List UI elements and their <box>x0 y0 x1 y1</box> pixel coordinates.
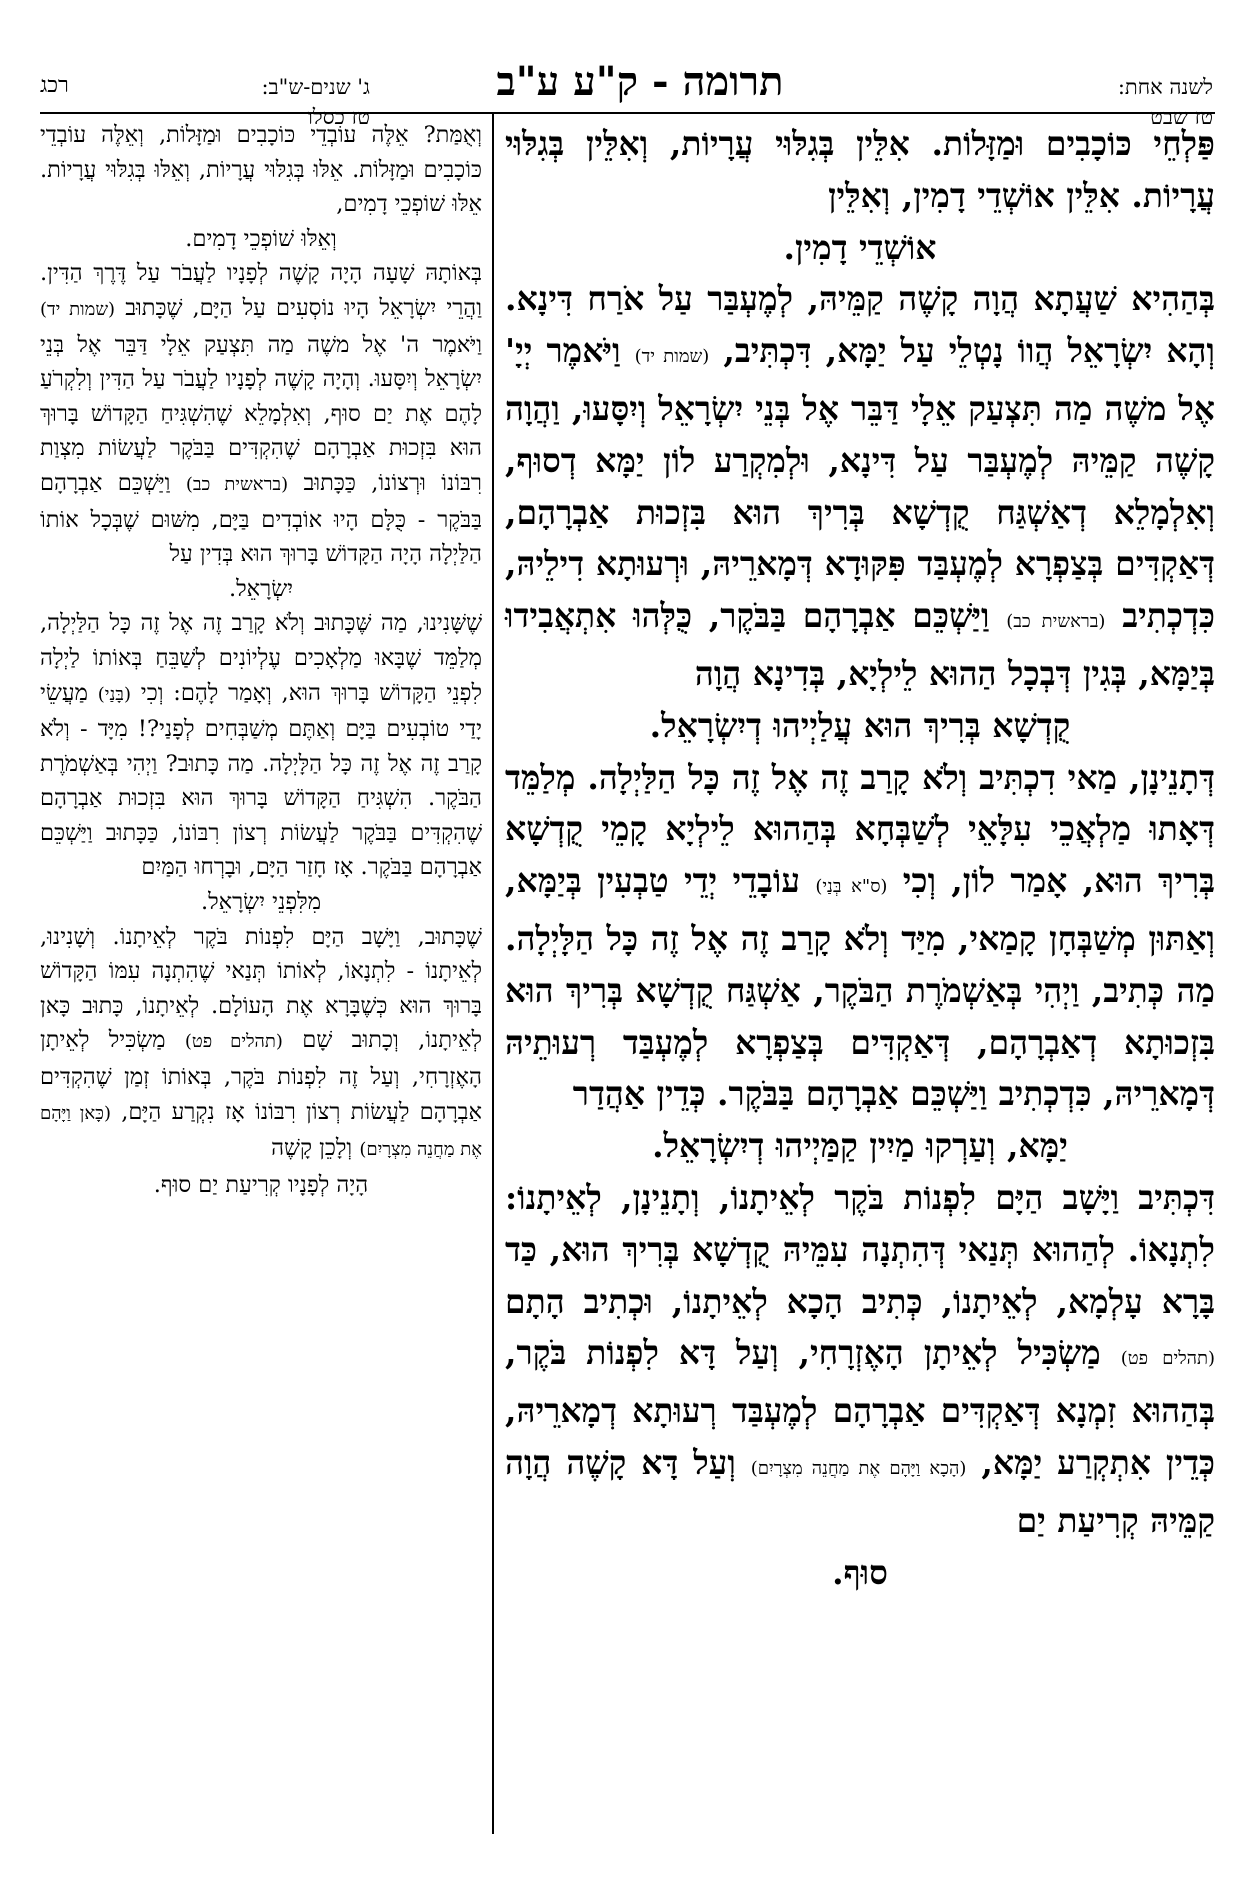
main-text: וַיַּשְׁכֵּם אַבְרָהָם בַּבֹּקֶר, כֻּלְּהוּ אִתְאֲבִידוּ בְּיַמָּא, בְּגִין דְּבְכָל הַהוּא לֵילְיָא, בְּדִינָא הֲוָה <box>505 596 1215 693</box>
side-paragraph-end <box>40 572 482 607</box>
header-cycle-label: ג' שנים-ש"ב: <box>261 75 370 99</box>
page-title: תרומה - ק"ע ע"ב <box>496 58 784 105</box>
side-paragraph <box>40 256 482 571</box>
header-divider <box>40 112 1215 114</box>
side-text: מַעֲשֵׂי יָדַי טוֹבְעִים בַּיָּם וְאַתֶּם מְשַׁבְּחִים לְפָנַי?! מִיָּד - וְלֹא קָרַב זֶה אֶל זֶה כָּל הַלָּיְלָה. מַה כָּתוּב? וַיְהִי בְּאַשְׁמֹרֶת הַבֹּקֶר. הִשְׁגִּיחַ הַקָּדוֹשׁ בָּרוּךְ הוּא בִּזְכוּת אַבְרָהָם שֶׁהִקְדִּים בַּבֹּקֶר לַעֲשׂוֹת רְצוֹן רִבּוֹנוֹ, כַּכָּתוּב וַיַּשְׁכֵּם אַבְרָהָם בַּבֹּקֶר. אָז חָזַר הַיָּם, וּבָרְחוּ הַמַּיִם <box>40 679 482 881</box>
main-paragraph-end <box>505 1547 1215 1599</box>
verse-reference: (הָכָא וַיָּהָם אֶת מַחֲנֵה מִצְרָיִם) <box>750 1457 967 1479</box>
header-cycle-date: טז כסלו <box>307 105 370 129</box>
main-text: עוֹבָדֵי יְדֵי טַבְעִין בְּיַמָּא, וְאַתּוּן מְשַׁבְּחָן קָמַאי, מִיַּד וְלֹא קָרַב זֶה אֶל זֶה כָּל הַלָּיְלָה. מַה כְּתִיב, וַיְהִי בְּאַשְׁמֹרֶת הַבֹּקֶר, אַשְׁגַּח קֻדְשָׁא בְּרִיךְ הוּא בִּזְכוּתָא דְאַבְרָהָם, דְּאַקְדִּים בְּצַפְרָא לְמֶעְבַּד רְעוּתֵיהּ דְּמָארֵיהּ, כִּדְכְתִיב וַיַּשְׁכֵּם אַבְרָהָם בַּבֹּקֶר. כְּדֵין אַהֲדַר <box>505 861 1215 1114</box>
main-text: אוֹשְׁדֵי דָמִין. <box>783 227 937 267</box>
verse-reference: (כָּאן וַיָּהָם אֶת מַחֲנֵה מִצְרָיִם) <box>40 1102 482 1161</box>
verse-reference: (בראשית כב) <box>1006 611 1106 633</box>
side-paragraph-end <box>40 1168 482 1203</box>
verse-reference: (תהלים פט) <box>1120 1348 1215 1370</box>
side-text: מִלִּפְנֵי יִשְׂרָאֵל. <box>200 889 322 916</box>
main-text: פַּלְחֵי כּוֹכָבִים וּמַזָּלוֹת. אִלֵּין בְּגִלּוּי עֲרָיוֹת, וְאִלֵּין בְּגִלּוּי עֲרָיוֹת. אִלֵּין אוֹשְׁדֵי דָמִין, וְאִלֵּין <box>505 124 1215 215</box>
header-schedule-label: לשנה אחת: <box>1117 75 1213 99</box>
main-paragraph-end <box>505 700 1215 752</box>
main-paragraph <box>505 273 1215 699</box>
side-paragraph <box>40 920 482 1168</box>
main-text: יַמָּא, וְעַרְקוּ מַיִין קַמַּיְיהוּ דְיִשְׂרָאֵל. <box>652 1126 1068 1166</box>
main-text: מַשְׂכִּיל לְאֵיתָן הָאֶזְרָחִי, וְעַל דָּא לִפְנוֹת בֹּקֶר, בְּהַהוּא זִמְנָא דְּאַקְדִּים אַבְרָהָם לְמֶעְבַּד רְעוּתָא דְמָארֵיהּ, כְּדֵין אִתְקְרַע יַמָּא, <box>505 1333 1215 1482</box>
side-text: וְאֻמַּת? אֵלֶּה עוֹבְדֵי כּוֹכָבִים וּמַזָּלוֹת, וְאֵלֶּה עוֹבְדֵי כּוֹכָבִים וּמַזָּלוֹת. אֵלּוּ בְּגִלּוּי עֲרָיוֹת, וְאֵלּוּ בְּגִלּוּי עֲרָיוֹת. אֵלּוּ שׁוֹפְכֵי דָמִים, <box>40 122 482 218</box>
main-paragraph-end <box>505 222 1215 274</box>
side-paragraph-end <box>40 885 482 920</box>
side-text: שֶׁשָּׁנִינוּ, מַה שֶּׁכָּתוּב וְלֹא קָרַב זֶה אֶל זֶה כָּל הַלַּיְלָה, מְלַמֵּד שֶׁבָּאוּ מַלְאָכִים עֶלְיוֹנִים לְשַׁבֵּחַ בְּאוֹתוֹ לַיְלָה לִפְנֵי הַקָּדוֹשׁ בָּרוּךְ הוּא, וְאָמַר לָהֶם: וְכִי <box>40 610 482 706</box>
main-text: דְּתָנֵינָן, מַאי דִכְתִּיב וְלֹא קָרַב זֶה אֶל זֶה כָּל הַלַּיְלָה. מְלַמֵּד דְּאָתוּ מַלְאֲכֵי עִלָּאֵי לְשַׁבְּחָא בְּהַהוּא לֵילְיָא קָמֵי קֻדְשָׁא בְּרִיךְ הוּא, אָמַר לוֹן, וְכִי <box>505 757 1216 901</box>
verse-reference: (שמות יד) <box>634 346 710 368</box>
main-paragraph-end <box>505 1120 1215 1172</box>
side-column-hebrew <box>40 118 482 1202</box>
side-text: וְלָכֵן קָשֶׁה <box>271 1135 353 1162</box>
main-text: דִּכְתִּיב וַיָּשָׁב הַיָּם לִפְנוֹת בֹּקֶר לְאֵיתָנוֹ, וְתָנֵינָן, לְאֵיתָנוֹ: לִתְנָאוֹ. לְהַהוּא תְּנַאי דְּהִתְנָה עִמֵּיהּ קֻדְשָׁא בְּרִיךְ הוּא, כַּד בָּרָא עָלְמָא, לְאֵיתָנוֹ, כְּתִיב הָכָא לְאֵיתָנוֹ, וּכְתִיב הָתָם <box>505 1177 1215 1321</box>
verse-reference: (בָּנַי) <box>97 683 131 705</box>
side-text: שֶׁכָּתוּב, וַיָּשָׁב הַיָּם לִפְנוֹת בֹּקֶר לְאֵיתָנוֹ. וְשָׁנִינוּ, לְאֵיתָנוֹ - לִתְנָאוֹ, לְאוֹתוֹ תְּנַאי שֶׁהִתְנָה עִמּוֹ הַקָּדוֹשׁ בָּרוּךְ הוּא כְּשֶׁבָּרָא אֶת הָעוֹלָם. לְאֵיתָנוֹ, כָּתוּב כָּאן לְאֵיתָנוֹ, וְכָתוּב שָׁם <box>40 923 483 1054</box>
side-text: בְּאוֹתָהּ שָׁעָה הָיָה קָשֶׁה לְפָנָיו לַעֲבֹר עַל דֶּרֶךְ הַדִּין. וַהֲרֵי יִשְׂרָאֵל הָיוּ נוֹסְעִים עַל הַיָּם, שֶׁכָּתוּב <box>40 260 482 321</box>
side-text: יִשְׂרָאֵל. <box>228 575 294 602</box>
main-text: קֻדְשָׁא בְּרִיךְ הוּא עֲלַיְיהוּ דְיִשְׂרָאֵל. <box>649 705 1071 745</box>
side-text: וַיַּשְׁכֵּם אַבְרָהָם בַּבֹּקֶר - כֻּלָּם הָיוּ אוֹבְדִים בַּיָּם, מִשּׁוּם שֶׁבְּכָל אוֹתוֹ הַלַּיְלָה הָיָה הַקָּדוֹשׁ בָּרוּךְ הוּא בְּדִין עַל <box>40 469 482 568</box>
side-paragraph <box>40 606 482 885</box>
page-number: רכג <box>40 73 69 98</box>
side-text: וְאֵלּוּ שׁוֹפְכֵי דָמִים. <box>185 225 337 252</box>
main-paragraph <box>505 1172 1215 1547</box>
header-schedule-date: טז שבט <box>1150 105 1213 129</box>
side-paragraph <box>40 118 482 222</box>
main-text: וַיֹּאמֶר יְיָ' אֶל משֶׁה מַה תִּצְעַק אֵלָי דַּבֵּר אֶל בְּנֵי יִשְׂרָאֵל וְיִסָּעוּ, וַהֲוָה קָשֶׁה קַמֵּיהּ לְמֶעְבַּר עַל דִּינָא, וּלְמִקְרַע לוֹן יַמָּא דְסוּף, וְאִלְמָלֵא דְאַשְׁגַּח קֻדְשָׁא בְּרִיךְ הוּא בִּזְכוּת אַבְרָהָם, דְּאַקְדִּים בְּצַפְרָא לְמֶעְבַּד פִּקּוּדָא דְּמָארֵיהּ, וּרְעוּתָא דִילֵיהּ, כִּדְכְתִיב <box>505 331 1215 636</box>
side-paragraph-end <box>40 222 482 257</box>
main-paragraph <box>505 118 1215 222</box>
side-text: מַשְׂכִּיל לְאֵיתָן הָאֶזְרָחִי, וְעַל זֶה לִפְנוֹת בֹּקֶר, בְּאוֹתוֹ זְמַן שֶׁהִקְדִּים אַבְרָהָם לַעֲשׂוֹת רְצוֹן רִבּוֹנוֹ אָז נִקְרַע הַיָּם, <box>40 1027 482 1125</box>
side-text: וַיֹּאמֶר ה' אֶל משֶׁה מַה תִּצְעַק אֵלָי דַּבֵּר אֶל בְּנֵי יִשְׂרָאֵל וְיִסָּעוּ. וְהָיָה קָשֶׁה לְפָנָיו לַעֲבֹר עַל הַדִּין וְלִקְרֹעַ לָהֶם אֶת יַם סוּף, וְאִלְמָלֵא שֶׁהִשְׁגִּיחַ הַקָּדוֹשׁ בָּרוּךְ הוּא בִּזְכוּת אַבְרָהָם שֶׁהִקְדִּים בַּבֹּקֶר לַעֲשׂוֹת מִצְוַת רִבּוֹנוֹ וּרְצוֹנוֹ, כַּכָּתוּב <box>40 331 482 496</box>
main-paragraph <box>505 752 1215 1121</box>
main-text: וְעַל דָּא קָשֶׁה הֲוָה קַמֵּיהּ קְרִיעַת יַם <box>505 1442 1215 1540</box>
main-text: בְּהַהִיא שַׁעֲתָא הֲוָה קָשֶׁה קַמֵּיהּ, לְמֶעְבַּר עַל אֹרַח דִּינָא. וְהָא יִשְׂרָאֵל הֲווֹ נָטְלֵי עַל יַמָּא, דִּכְתִּיב, <box>505 279 1215 371</box>
verse-reference: (בראשית כב) <box>185 473 289 495</box>
verse-reference: (תהלים פט) <box>184 1031 283 1053</box>
main-column-aramaic <box>505 118 1215 1598</box>
column-divider <box>492 114 494 1834</box>
verse-reference: (שמות יד) <box>40 298 116 320</box>
verse-reference: (ס"א בְּנַי) <box>815 876 888 898</box>
side-text: הָיָה לְפָנָיו קְרִיעַת יַם סוּף. <box>153 1171 369 1198</box>
main-text: סוּף. <box>832 1552 888 1592</box>
